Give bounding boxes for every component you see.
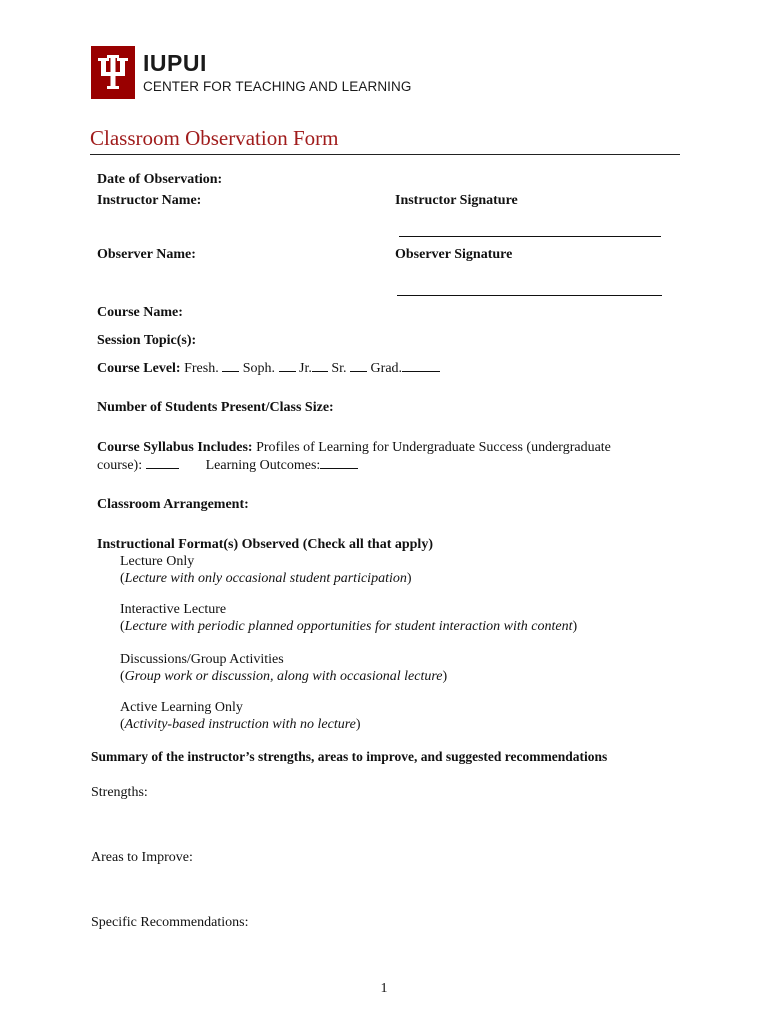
course-level-label: Course Level: [97, 361, 181, 376]
specific-recommendations-label: Specific Recommendations: [91, 915, 249, 930]
session-topic-label: Session Topic(s): [97, 333, 197, 348]
soph-blank[interactable] [279, 359, 296, 372]
areas-to-improve-label: Areas to Improve: [91, 850, 193, 865]
format-lecture-only[interactable]: Lecture Only [120, 554, 195, 569]
learning-outcomes-label: Learning Outcomes: [205, 458, 321, 473]
format-interactive-lecture-desc: (Lecture with periodic planned opportunities for student interaction with content) [120, 619, 578, 634]
format-active-learning-desc: (Activity-based instruction with no lecture) [120, 717, 361, 732]
course-level-option-fresh: Fresh. [184, 361, 219, 376]
trident-icon [91, 46, 135, 99]
syllabus-profiles-text: Profiles of Learning for Undergraduate Success (undergraduate [256, 440, 611, 455]
date-of-observation-label: Date of Observation: [97, 172, 223, 187]
students-present-label: Number of Students Present/Class Size: [97, 400, 334, 415]
profiles-blank[interactable] [146, 456, 179, 469]
brand-subtitle: CENTER FOR TEACHING AND LEARNING [143, 79, 412, 94]
jr-blank[interactable] [312, 359, 328, 372]
instructor-signature-line[interactable] [399, 236, 661, 237]
form-title: Classroom Observation Form [90, 126, 339, 150]
instructor-signature-label: Instructor Signature [395, 193, 518, 208]
observer-signature-line[interactable] [397, 295, 662, 296]
sr-blank[interactable] [350, 359, 367, 372]
format-lecture-only-desc: (Lecture with only occasional student participation) [120, 571, 412, 586]
strengths-label: Strengths: [91, 785, 148, 800]
learning-outcomes-blank[interactable] [320, 456, 358, 469]
brand-name: IUPUI [143, 50, 207, 76]
title-divider [90, 154, 680, 155]
iupui-trident-logo [91, 46, 135, 99]
course-level-option-soph: Soph. [242, 361, 276, 376]
syllabus-label: Course Syllabus Includes: [97, 440, 253, 455]
page-number: 1 [380, 981, 388, 996]
instructional-formats-label: Instructional Format(s) Observed (Check all that apply) [97, 537, 433, 552]
course-level-option-sr: Sr. [331, 361, 347, 376]
syllabus-line-2 [97, 456, 358, 474]
observer-name-label: Observer Name: [97, 247, 196, 262]
observer-signature-label: Observer Signature [395, 247, 513, 262]
course-name-label: Course Name: [97, 305, 183, 320]
course-level-option-grad: Grad. [370, 361, 403, 376]
grad-blank[interactable] [402, 359, 440, 372]
syllabus-line-1 [97, 439, 611, 456]
instructor-name-label: Instructor Name: [97, 193, 202, 208]
summary-heading: Summary of the instructor’s strengths, areas to improve, and suggested recommendations [91, 749, 608, 764]
classroom-arrangement-label: Classroom Arrangement: [97, 497, 249, 512]
format-discussions-group-desc: (Group work or discussion, along with occasional lecture) [120, 669, 448, 684]
course-level-option-jr: Jr. [299, 361, 312, 376]
fresh-blank[interactable] [222, 359, 239, 372]
format-active-learning[interactable]: Active Learning Only [120, 700, 243, 715]
format-interactive-lecture[interactable]: Interactive Lecture [120, 602, 227, 617]
course-level-row [97, 359, 440, 377]
syllabus-course-text: course): [97, 458, 143, 473]
format-discussions-group[interactable]: Discussions/Group Activities [120, 652, 284, 667]
